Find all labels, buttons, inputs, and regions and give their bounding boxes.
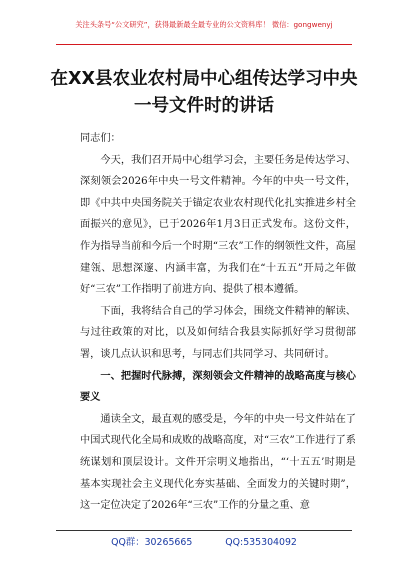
header-divider [56, 44, 352, 45]
document-title: 在XX县农业农村局中心组传达学习中央一号文件时的讲话 [50, 69, 358, 116]
document-body [80, 128, 356, 517]
paragraph-section-1: 通读全文，最直观的感受是，今年的中央一号文件站在了中国式现代化全局和成败的战略高度，对“三农”工作进行了系统谋划和顶层设计。文件开宗明义地指出，“‘十五五’时期是基本实现社会主义现代化夯实基础、全面发力的关键时期”，这一定位决定了2026年“三农”工作的分量之重、意 [80, 413, 356, 512]
section-heading-1: 一、把握时代脉搏，深刻领会文件精神的战略高度与核心要义 [80, 370, 356, 404]
header-banner: 关注头条号“公文研究”，获得最新最全最专业的公文资料库！ 微信：gongwenyj [75, 20, 333, 29]
footer-qq-group: QQ群：30265665 [111, 537, 193, 548]
footer-contact [0, 534, 408, 548]
footer-qq: QQ:535304092 [225, 537, 297, 548]
footer-divider [56, 530, 352, 531]
salutation: 同志们： [80, 133, 121, 144]
paragraph-intro: 今天，我们召开局中心组学习会，主要任务是传达学习、深刻领会2026年中央一号文件精神。今年的中央一号文件，即《中共中央国务院关于锚定农业农村现代化扎实推进乡村全面振兴的意见》，已于2026年1月3日正式发布。这份文件，作为指导当前和今后一个时期“三农”工作的纲领性文件，高屋建瓴、思想深邃、内涵丰富，为我们在“十五五”开局之年做好“三农”工作指明了前进方向、提供了根本遵循。 [80, 154, 356, 296]
paragraph-outline: 下面，我将结合自己的学习体会，围绕文件精神的解读、与过往政策的对比，以及如何结合我县实际抓好学习贯彻部署，谈几点认识和思考，与同志们共同学习、共同研讨。 [80, 305, 356, 360]
